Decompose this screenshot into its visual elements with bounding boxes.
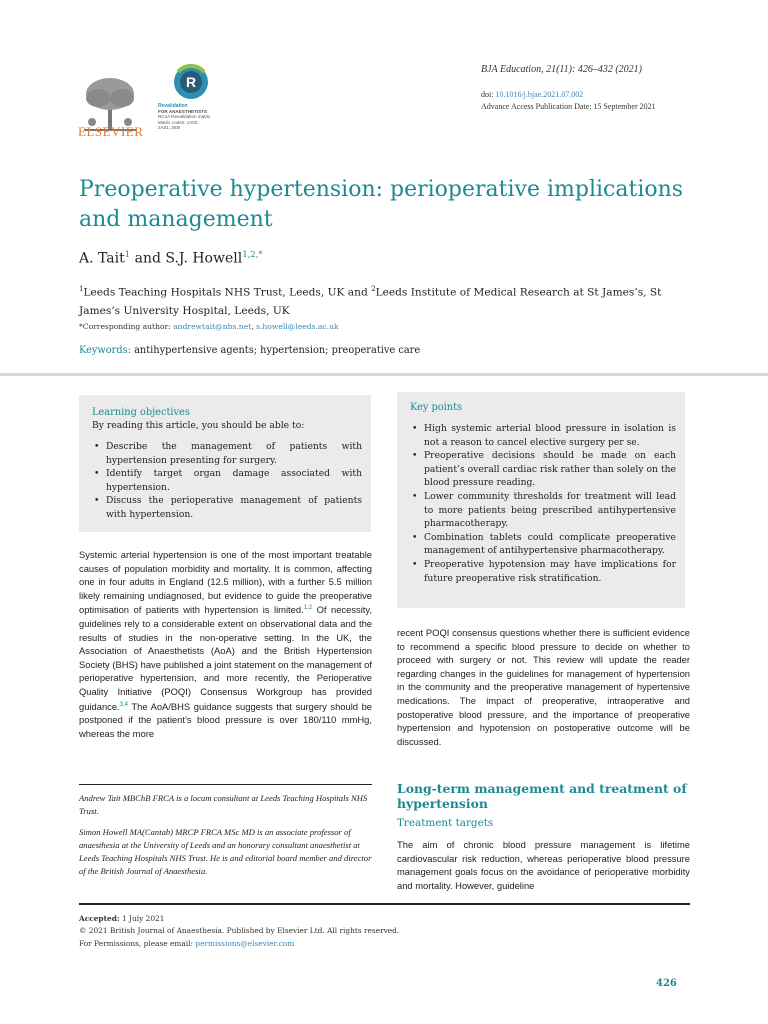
citation-link[interactable]: 3,4 — [119, 701, 129, 708]
revalidation-badge-icon — [165, 64, 217, 104]
author-bio-tait: Andrew Tait MBChB FRCA is a locum consultant at Leeds Teaching Hospitals NHS Trust. — [79, 793, 368, 816]
bio-divider — [79, 784, 372, 785]
list-item: • Preoperative hypotension may have implications for future preoperative risk stratification. — [410, 558, 676, 585]
author-list: A. Tait$^1$ and S.J. Howell$^{1,2,*}$ — [79, 250, 263, 267]
page-number: 426 — [656, 978, 677, 989]
list-item: • Combination tablets could complicate preoperative management of antihypertensive pharmacotherapy. — [410, 531, 676, 558]
intro-paragraph-continued: recent POQI consensus questions whether there is sufficient evidence to recommend a specific blood pressure to decide on whether to proceed with surgery or not. This review will update the reader regarding changes in the guidelines for management of hypertension in the community and the preoperative management of hypertensive medications. The impact of preoperative, intraoperative and postoperative blood pressure, and the importance of preoperative hypertension and hypotension on postoperative outcome will be discussed. — [397, 627, 690, 747]
copyright-notice: © 2021 British Journal of Anaesthesia. Published by Elsevier Ltd. All rights reserved. — [79, 926, 400, 935]
doi-line: doi: 10.1016/j.bjae.2021.07.002 — [481, 90, 584, 99]
corresponding-author: *Corresponding author: andrewtait@nhs.net, s.howell@leeds.ac.uk — [79, 322, 339, 331]
learning-objectives-heading: Learning objectives — [92, 407, 190, 418]
learning-objectives-intro: By reading this article, you should be able to: — [92, 420, 305, 431]
doi-link[interactable]: 10.1016/j.bjae.2021.07.002 — [495, 90, 584, 99]
subsection-heading: Treatment targets — [397, 817, 494, 829]
treatment-targets-paragraph: The aim of chronic blood pressure management is lifetime cardiovascular risk reduction, whereas perioperative blood pressure management goals focus on the avoidance of perioperative morbidity and mortality. However, guideline — [397, 839, 690, 891]
journal-citation: BJA Education, 21(11): 426–432 (2021) — [481, 64, 642, 75]
author-bio-howell: Simon Howell MA(Cantab) MRCP FRCA MSc MD is an associate professor of anaesthesia at the University of Leeds and an honorary consultant anaesthetist at Leeds Teaching Hospitals NHS Trust. He is and editorial board member and director of the British Journal of Anaesthesia. — [79, 827, 372, 876]
section-divider — [0, 373, 768, 376]
key-points-list — [410, 422, 676, 585]
publication-date: Advance Access Publication Date: 15 September 2021 — [481, 102, 656, 111]
accepted-date: Accepted: 1 July 2021 — [79, 914, 165, 923]
list-item: • Lower community thresholds for treatment will lead to more patients being prescribed antihypertensive pharmacotherapy. — [410, 490, 676, 531]
list-item: • Preoperative decisions should be made on each patient’s overall cardiac risk rather than solely on the blood pressure reading. — [410, 449, 676, 490]
list-item: • High systemic arterial blood pressure in isolation is not a reason to cancel elective surgery per se. — [410, 422, 676, 449]
affiliations: $^1$Leeds Teaching Hospitals NHS Trust, Leeds, UK and $^2$Leeds Institute of Medical Research at St James’s, St James’s University Hospital, Leeds, UK — [79, 285, 662, 317]
keywords: Keywords: antihypertensive agents; hypertension; preoperative care — [79, 345, 421, 356]
citation-link[interactable]: 1,2 — [303, 605, 313, 612]
key-points-heading: Key points — [410, 402, 463, 413]
email-link-tait[interactable]: andrewtait@nhs.net — [173, 322, 252, 331]
article-title: Preoperative hypertension: perioperative implications and management — [79, 177, 684, 232]
list-item: • Discuss the perioperative management of patients with hypertension. — [92, 494, 362, 521]
list-item: • Identify target organ damage associated with hypertension. — [92, 467, 362, 494]
footer-divider — [79, 903, 690, 905]
learning-objectives-list — [92, 440, 362, 522]
list-item: • Describe the management of patients with hypertension presenting for surgery. — [92, 440, 362, 467]
intro-paragraph: Systemic arterial hypertension is one of the most important treatable causes of population morbidity and mortality. It is common, affecting one in four adults in England (12.5 million), with a further 5.5 million likely remaining undiagnosed, but evidence to guide the preoperative optimisation of patients with hypertension is limited.$^{1,2}$ Of necessity, guidelines rely to a considerable extent on observational data and the results of studies in the non-operative setting. In the UK, the Association of Anaesthetists (AoA) and the British Hypertension Society (BHS) have published a joint statement on the management of perioperative hypertension, and more recently, the Perioperative Quality Initiative (POQI) Consensus Workgroup has provided guidance.$^{3,4}$ The AoA/BHS guidance suggests that surgery should be postponed if the patient’s blood pressure is over 180/110 mmHg, whereas the more — [79, 549, 372, 739]
section-heading: Long-term management and treatment of hypertension — [397, 781, 687, 811]
permissions-email-link[interactable]: permissions@elsevier.com — [195, 939, 295, 948]
revalidation-caption: Revalidation FOR ANAESTHETISTS RCoA Revalidation matrix Matrix codes: 1A02, 2A01, 3I00 — [158, 103, 211, 130]
publisher-name: ELSEVIER — [78, 124, 144, 139]
svg-text:R: R — [185, 74, 197, 90]
email-link-howell[interactable]: s.howell@leeds.ac.uk — [256, 322, 339, 331]
permissions-line: For Permissions, please email: permissions@elsevier.com — [79, 939, 295, 948]
